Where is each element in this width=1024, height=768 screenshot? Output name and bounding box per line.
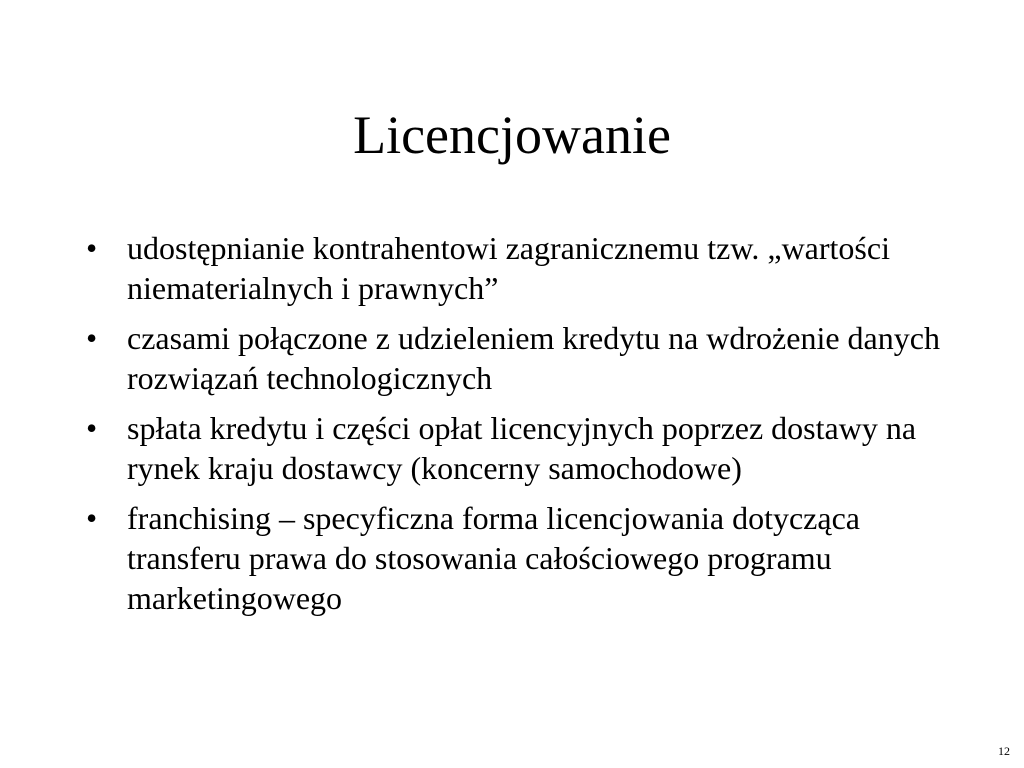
bullet-text: franchising – specyficzna forma licencjowania dotycząca transferu prawa do stosowania całościowego programu marketingowego bbox=[127, 500, 860, 616]
bullet-text: udostępnianie kontrahentowi zagranicznemu tzw. „wartości niematerialnych i prawnych” bbox=[127, 230, 890, 306]
bullet-icon: • bbox=[86, 500, 98, 536]
bullet-text: spłata kredytu i części opłat licencyjnych poprzez dostawy na rynek kraju dostawcy (koncerny samochodowe) bbox=[127, 410, 917, 486]
bullet-item bbox=[82, 498, 962, 618]
bullet-icon: • bbox=[86, 410, 98, 446]
slide-title: Licencjowanie bbox=[353, 105, 671, 165]
page-number: 12 bbox=[998, 744, 1010, 758]
bullet-icon: • bbox=[86, 320, 98, 356]
bullet-icon: • bbox=[86, 230, 98, 266]
bullet-list bbox=[82, 228, 962, 628]
bullet-item bbox=[82, 228, 962, 308]
bullet-text: czasami połączone z udzieleniem kredytu na wdrożenie danych rozwiązań technologicznych bbox=[127, 320, 940, 396]
bullet-item bbox=[82, 318, 962, 398]
bullet-item bbox=[82, 408, 962, 488]
